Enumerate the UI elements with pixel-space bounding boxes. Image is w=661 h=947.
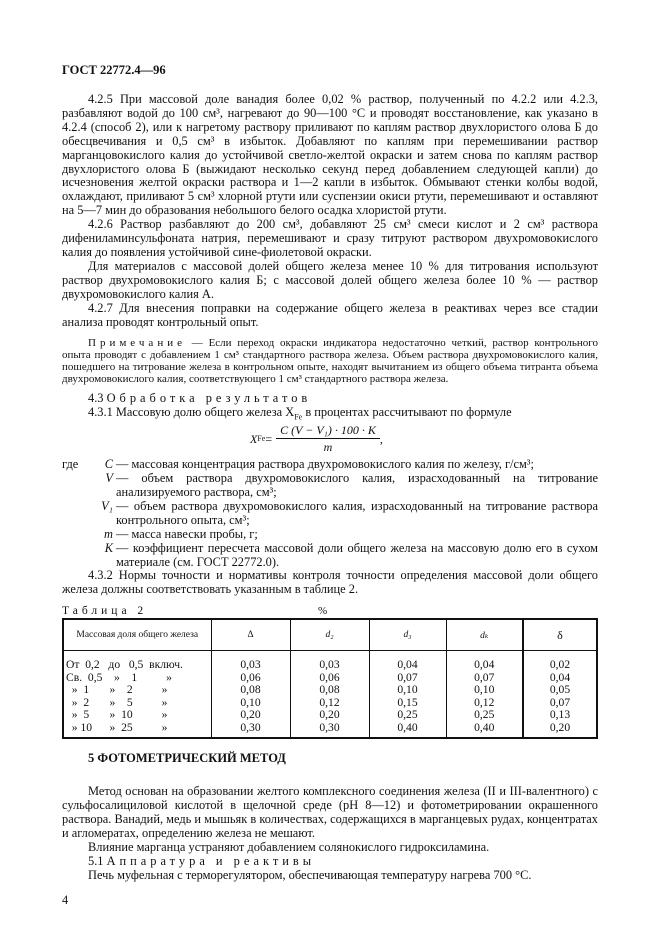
section-title: Обработка результатов [106, 391, 312, 406]
where-label: где [62, 457, 79, 472]
section-title: Аппаратура и реактивы [106, 853, 316, 868]
symbol: m [104, 526, 113, 541]
range-cell: От 0,2 до 0,5 включ. [63, 651, 211, 672]
definition-text: — объем раствора двухромовокислого калия, израсходованный на титрование анализируемого раствора, см³; [116, 471, 598, 500]
symbol: K [104, 540, 113, 555]
value-cell: 0,10 [446, 684, 523, 697]
value-cell: 0,05 [523, 684, 597, 697]
column-header: Δ [211, 619, 290, 651]
column-header: d₂ [290, 619, 369, 651]
section-5-heading: 5 ФОТОМЕТРИЧЕСКИЙ МЕТОД [88, 751, 286, 766]
section-5-1-heading [62, 855, 598, 869]
formula [62, 423, 598, 454]
range-cell: » 2 » 5 » [63, 697, 211, 710]
note [62, 337, 598, 385]
definition [62, 528, 598, 542]
value-cell: 0,30 [290, 722, 369, 739]
column-header: δ [523, 619, 597, 651]
note-text: — Если переход окраски индикатора недостаточно четкий, раствор контрольного опыта проводят с добавлением 1 см³ стандартного раствора железа. Объем раствора двухромовокислого калия, пошедшего на титрование железа в контрольном опыте, находят вычитанием из общего объема титранта объема двухромовокислого калия, соответствующего 1 см³ стандартного раствора железа. [62, 337, 598, 386]
value-cell: 0,12 [290, 697, 369, 710]
text: в процентах рассчитывают по формуле [302, 405, 512, 420]
section-number: 5.1 [88, 853, 107, 868]
range-cell: » 5 » 10 » [63, 709, 211, 722]
definition [62, 472, 598, 500]
value-cell: 0,25 [446, 709, 523, 722]
value-cell: 0,04 [446, 651, 523, 672]
value-cell: 0,20 [523, 722, 597, 739]
section-4-3-heading [62, 392, 598, 406]
paragraph-4-2-5: 4.2.5 При массовой доле ванадия более 0,02 % раствор, полученный по 4.2.2 или 4.2.3, разбавляют водой до 100 см³, нагревают до 90—100 °С и проводят восстановление, как указано в 4.2.4 (способ 2), или к нагретому раствору приливают по каплям раствор двухлористого олова Б до обесцвечивания и 0,5 см³ в избыток. Добавляют по каплям при перемешивании раствор марганцовокислого калия до устойчивой светло-желтой окраски и затем снова по каплям раствор двухлористого олова Б (выжидают несколько секунд перед добавлением следующей капли) до исчезновения желтой окраски раствора и 1—2 капли в избыток. Обмывают стенки колбы водой, охлаждают, приливают 5 см³ хлорной ртути или суспензии окиси ртути, перемешивают и оставляют на 5—7 мин до образования небольшого белого осадка хлористой ртути. [62, 92, 598, 218]
paragraph-manganese: Влияние марганца устраняют добавлением солянокислого гидроксиламина. [88, 839, 490, 854]
table-row [63, 722, 597, 739]
page-number: 4 [62, 892, 69, 907]
paragraph-4-3-2: 4.3.2 Нормы точности и нормативы контроля точности определения массовой доли общего железа должны соответствовать указанным в таблице 2. [62, 568, 598, 597]
table-row [63, 651, 597, 672]
range-cell: » 10 » 25 » [63, 722, 211, 739]
definitions [62, 458, 598, 569]
value-cell: 0,07 [523, 697, 597, 710]
formula-eq: = [265, 431, 273, 446]
value-cell: 0,20 [290, 709, 369, 722]
definition-text: — объем раствора двухромовокислого калия, израсходованный на титрование раствора контрольного опыта, см³; [116, 498, 598, 527]
table-caption-row [62, 604, 598, 618]
value-cell: 0,10 [211, 697, 290, 710]
value-cell: 0,40 [369, 722, 446, 739]
value-cell: 0,06 [211, 672, 290, 685]
table-row [63, 709, 597, 722]
value-cell: 0,07 [369, 672, 446, 685]
value-cell: 0,12 [446, 697, 523, 710]
paragraph-materials: Для материалов с массовой долей общего железа менее 10 % для титрования используют раствор двухромовокислого калия Б; с массовой долей общего железа более 10 % — раствор двухромовокислого калия А. [62, 258, 598, 301]
document-header: ГОСТ 22772.4—96 [62, 63, 166, 77]
column-header: dₖ [446, 619, 523, 651]
definition-text: — масса навески пробы, г; [116, 526, 258, 541]
note-label: Примечание [88, 337, 186, 350]
table-row [63, 684, 597, 697]
value-cell: 0,02 [523, 651, 597, 672]
value-cell: 0,04 [369, 651, 446, 672]
value-cell: 0,08 [290, 684, 369, 697]
paragraph-4-3-1 [62, 406, 598, 420]
table-2 [62, 618, 598, 739]
section-number: 4.3 [88, 391, 107, 406]
range-cell: Св. 0,5 » 1 » [63, 672, 211, 685]
symbol: C [104, 457, 113, 472]
paragraph-5-intro: Метод основан на образовании желтого комплексного соединения железа (II и III-валентного) с сульфосалициловой кислотой в щелочной среде (pH 8—12) и фотометрировании окрашенного раствора. Ванадий, медь и мышьяк в количествах, содержащихся в марганцевых рудах, концентратах и агломератах, определению железа не мешают. [62, 784, 598, 840]
paragraph-5-1: Печь муфельная с терморегулятором, обеспечивающая температуру нагрева 700 °С. [88, 867, 532, 882]
formula-tail: , [379, 431, 383, 446]
column-header: d₃ [369, 619, 446, 651]
value-cell: 0,13 [523, 709, 597, 722]
symbol: V₁ [101, 498, 113, 513]
value-cell: 0,10 [369, 684, 446, 697]
value-cell: 0,06 [290, 672, 369, 685]
text: 4.3.1 Массовую долю общего железа X [88, 405, 295, 420]
table-unit: % [318, 605, 328, 618]
column-header: Массовая доля общего железа [63, 619, 211, 651]
symbol: V [105, 471, 113, 486]
denominator: m [323, 440, 333, 455]
value-cell: 0,07 [446, 672, 523, 685]
definition-text: — массовая концентрация раствора двухромовокислого калия по железу, г/см³; [116, 457, 534, 472]
value-cell: 0,03 [211, 651, 290, 672]
formula-lhs-sub: Fe [257, 433, 266, 443]
value-cell: 0,08 [211, 684, 290, 697]
formula-lhs: X [250, 431, 258, 446]
value-cell: 0,30 [211, 722, 290, 739]
table-header-row [63, 619, 597, 651]
paragraph-4-2-6: 4.2.6 Раствор разбавляют до 200 см³, добавляют 25 см³ смеси кислот и 2 см³ раствора дифениламинсульфоната натрия, перемешивают и сразу титруют раствором двухромовокислого калия до появления устойчивой сине-фиолетовой окраски. [62, 217, 598, 259]
range-cell: » 1 » 2 » [63, 684, 211, 697]
subscript: Fe [294, 412, 303, 422]
fraction [276, 423, 380, 454]
definition [62, 458, 598, 472]
numerator: C (V − V₁) · 100 · K [276, 423, 380, 439]
definition [62, 500, 598, 528]
value-cell: 0,15 [369, 697, 446, 710]
value-cell: 0,40 [446, 722, 523, 739]
value-cell: 0,03 [290, 651, 369, 672]
definition [62, 542, 598, 570]
paragraph-4-2-7: 4.2.7 Для внесения поправки на содержание общего железа в реактивах через все стадии анализа проводят контрольный опыт. [62, 300, 598, 329]
value-cell: 0,04 [523, 672, 597, 685]
value-cell: 0,25 [369, 709, 446, 722]
definition-text: — коэффициент пересчета массовой доли общего железа на массовую долю его в сухом материале (см. ГОСТ 22772.0). [116, 540, 598, 569]
table-caption: Таблица 2 [62, 605, 148, 618]
value-cell: 0,20 [211, 709, 290, 722]
